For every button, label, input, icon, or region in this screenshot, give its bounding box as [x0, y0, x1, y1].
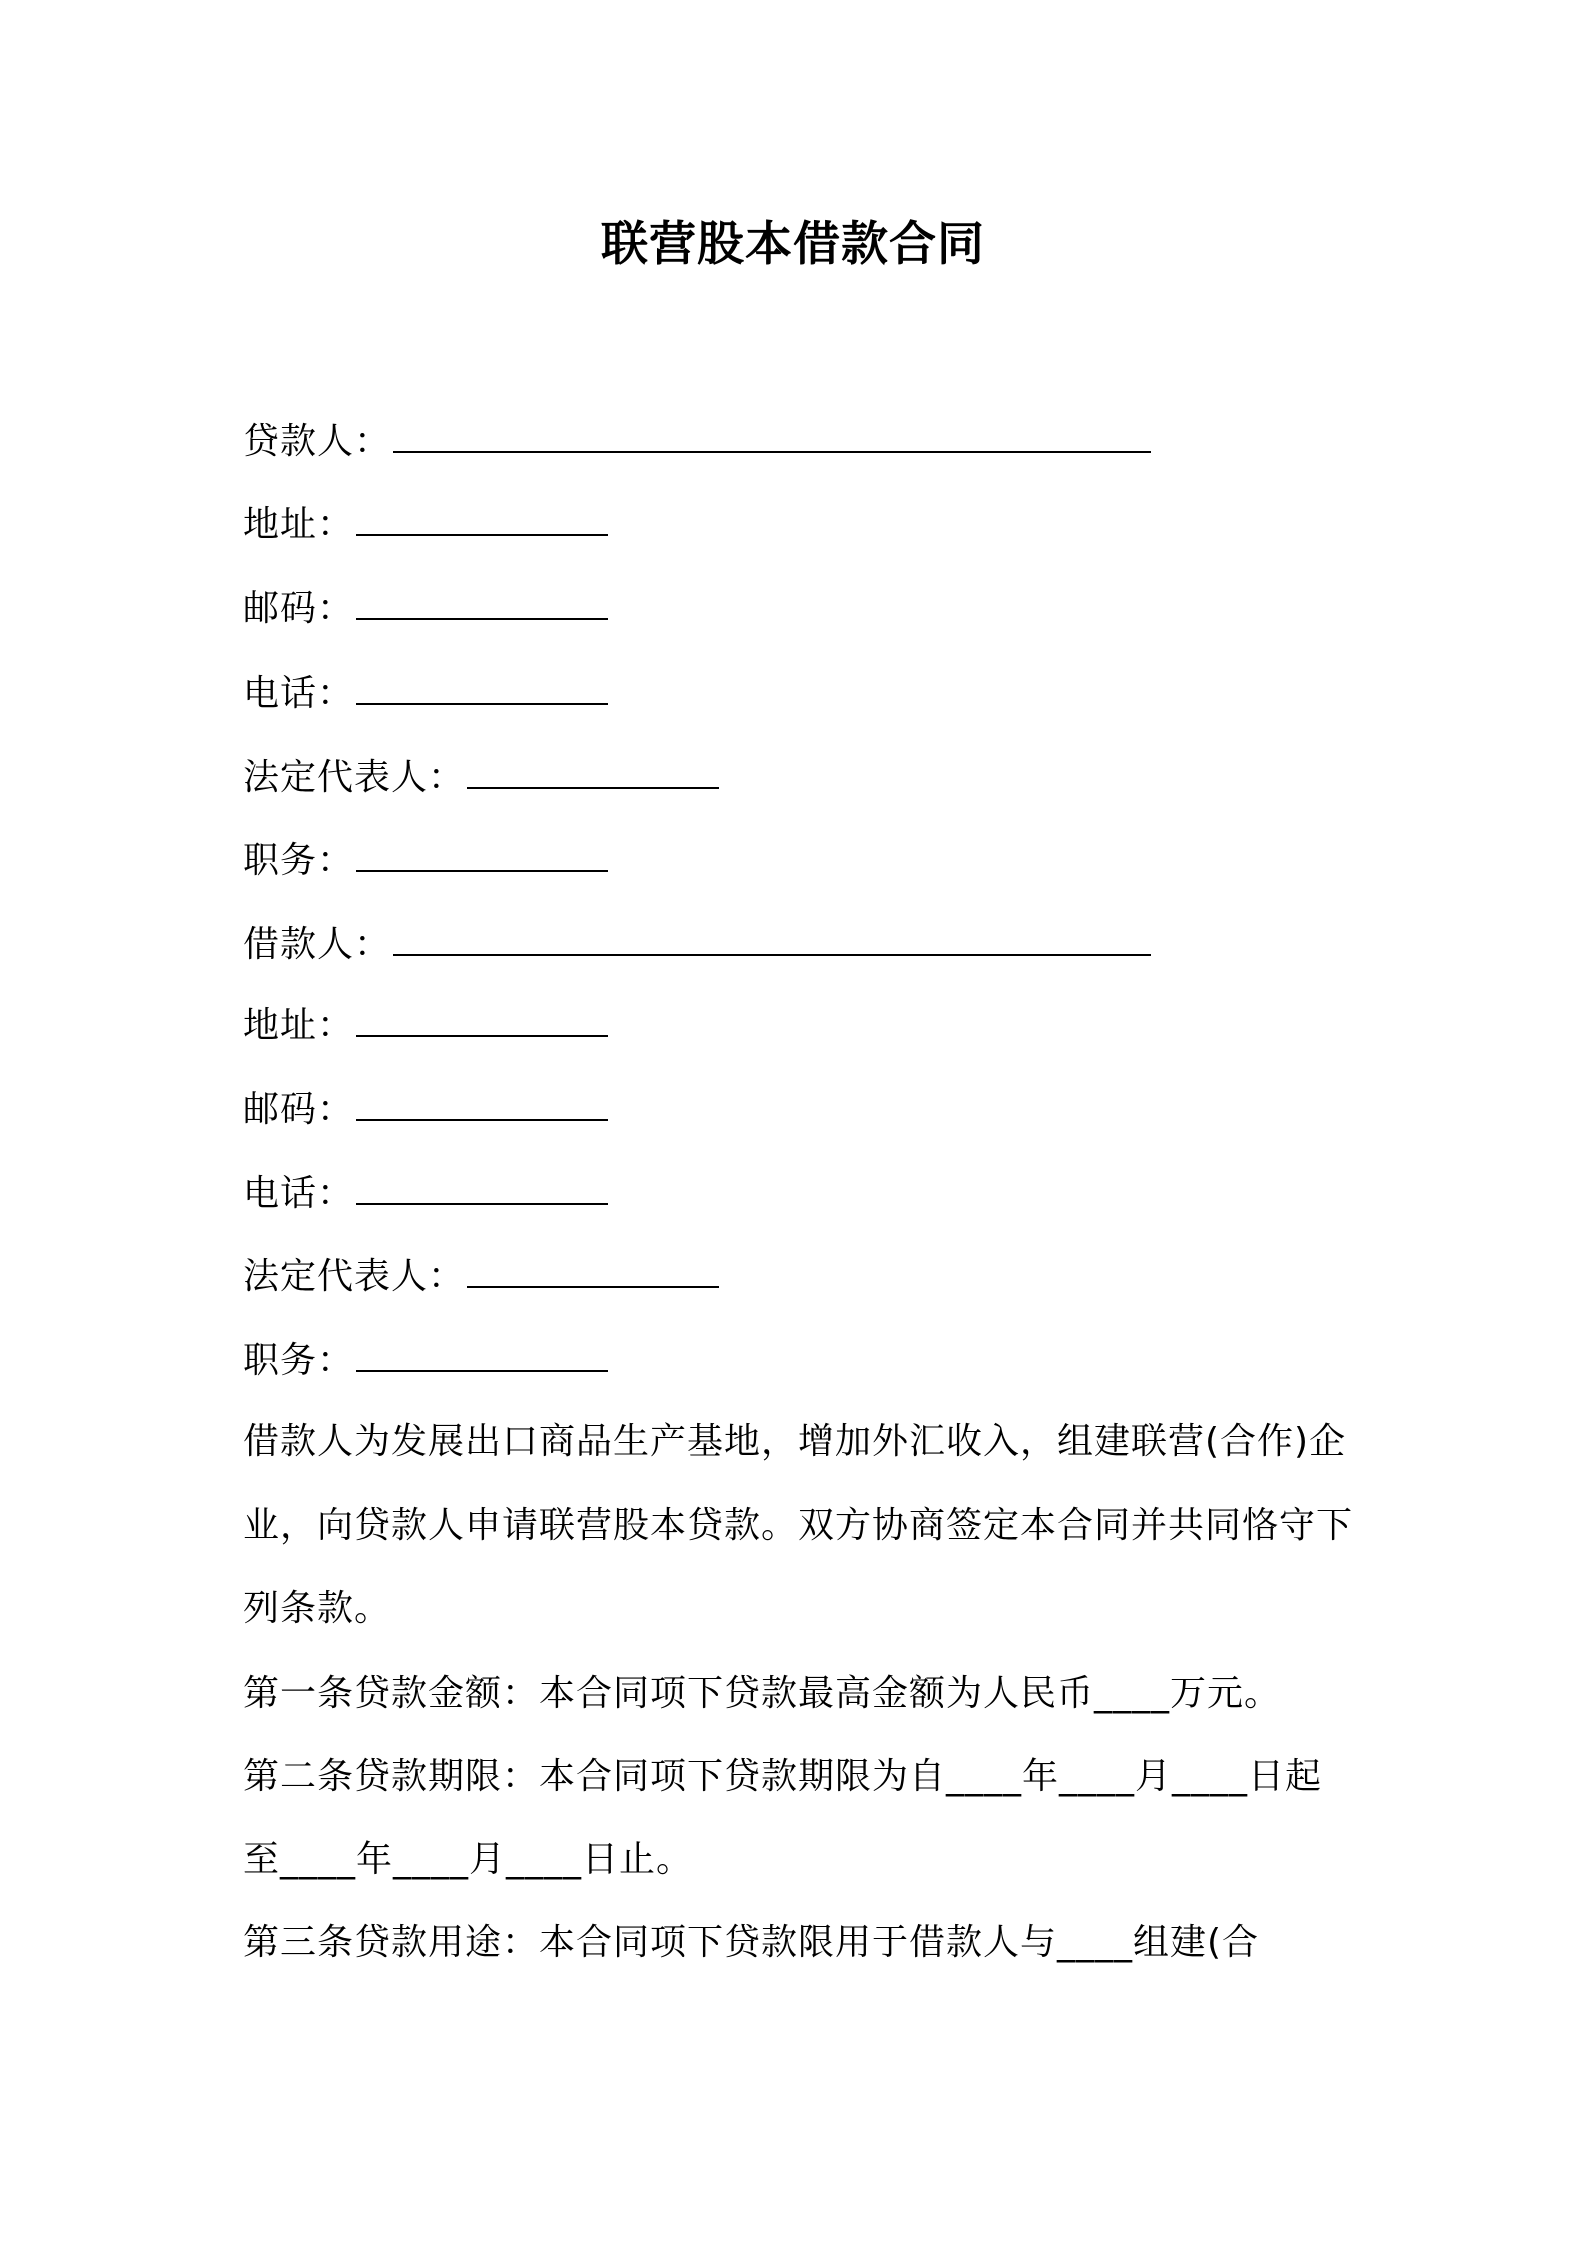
borrower-phone-field: [243, 1168, 608, 1220]
borrower-zip-label: 邮码：: [243, 1089, 355, 1130]
lender-phone-blank[interactable]: [356, 673, 608, 705]
lender-legal-rep-field: [243, 752, 719, 804]
lender-position-label: 职务：: [243, 840, 355, 881]
lender-legal-rep-label: 法定代表人：: [243, 757, 466, 798]
borrower-position-field: [243, 1335, 608, 1387]
intro-line: 列条款。: [243, 1588, 392, 1629]
borrower-legal-rep-label: 法定代表人：: [243, 1256, 466, 1297]
intro-line: 业，向贷款人申请联营股本贷款。双方协商签定本合同并共同恪守下: [243, 1505, 1354, 1546]
lender-position-field: [243, 835, 608, 887]
lender-label: 贷款人：: [243, 421, 392, 462]
borrower-phone-label: 电话：: [243, 1173, 355, 1214]
lender-zip-field: [243, 583, 608, 635]
lender-address-label: 地址：: [243, 504, 355, 545]
lender-zip-blank[interactable]: [356, 588, 608, 620]
borrower-zip-field: [243, 1084, 608, 1136]
borrower-legal-rep-field: [243, 1251, 719, 1303]
lender-phone-label: 电话：: [243, 673, 355, 714]
borrower-zip-blank[interactable]: [356, 1089, 608, 1121]
borrower-address-label: 地址：: [243, 1005, 355, 1046]
lender-legal-rep-blank[interactable]: [467, 757, 719, 789]
clause-line: 至____年____月____日止。: [243, 1839, 694, 1880]
borrower-address-field: [243, 1000, 608, 1052]
borrower-field: [243, 919, 1151, 971]
borrower-position-label: 职务：: [243, 1340, 355, 1381]
borrower-legal-rep-blank[interactable]: [467, 1256, 719, 1288]
lender-field: [243, 416, 1151, 468]
clause-line: 第三条贷款用途：本合同项下贷款限用于借款人与____组建(合: [243, 1922, 1260, 1963]
document-title: 联营股本借款合同: [601, 217, 985, 272]
borrower-position-blank[interactable]: [356, 1340, 608, 1372]
lender-phone-field: [243, 668, 608, 720]
borrower-phone-blank[interactable]: [356, 1173, 608, 1205]
lender-address-field: [243, 499, 608, 551]
clause-line: 第二条贷款期限：本合同项下贷款期限为自____年____月____日起: [243, 1756, 1323, 1797]
borrower-label: 借款人：: [243, 924, 392, 965]
lender-blank[interactable]: [393, 421, 1151, 453]
lender-zip-label: 邮码：: [243, 588, 355, 629]
borrower-address-blank[interactable]: [356, 1005, 608, 1037]
lender-address-blank[interactable]: [356, 504, 608, 536]
clause-line: 第一条贷款金额：本合同项下贷款最高金额为人民币____万元。: [243, 1673, 1282, 1714]
borrower-blank[interactable]: [393, 924, 1151, 956]
lender-position-blank[interactable]: [356, 840, 608, 872]
intro-line: 借款人为发展出口商品生产基地，增加外汇收入，组建联营(合作)企: [243, 1421, 1347, 1462]
